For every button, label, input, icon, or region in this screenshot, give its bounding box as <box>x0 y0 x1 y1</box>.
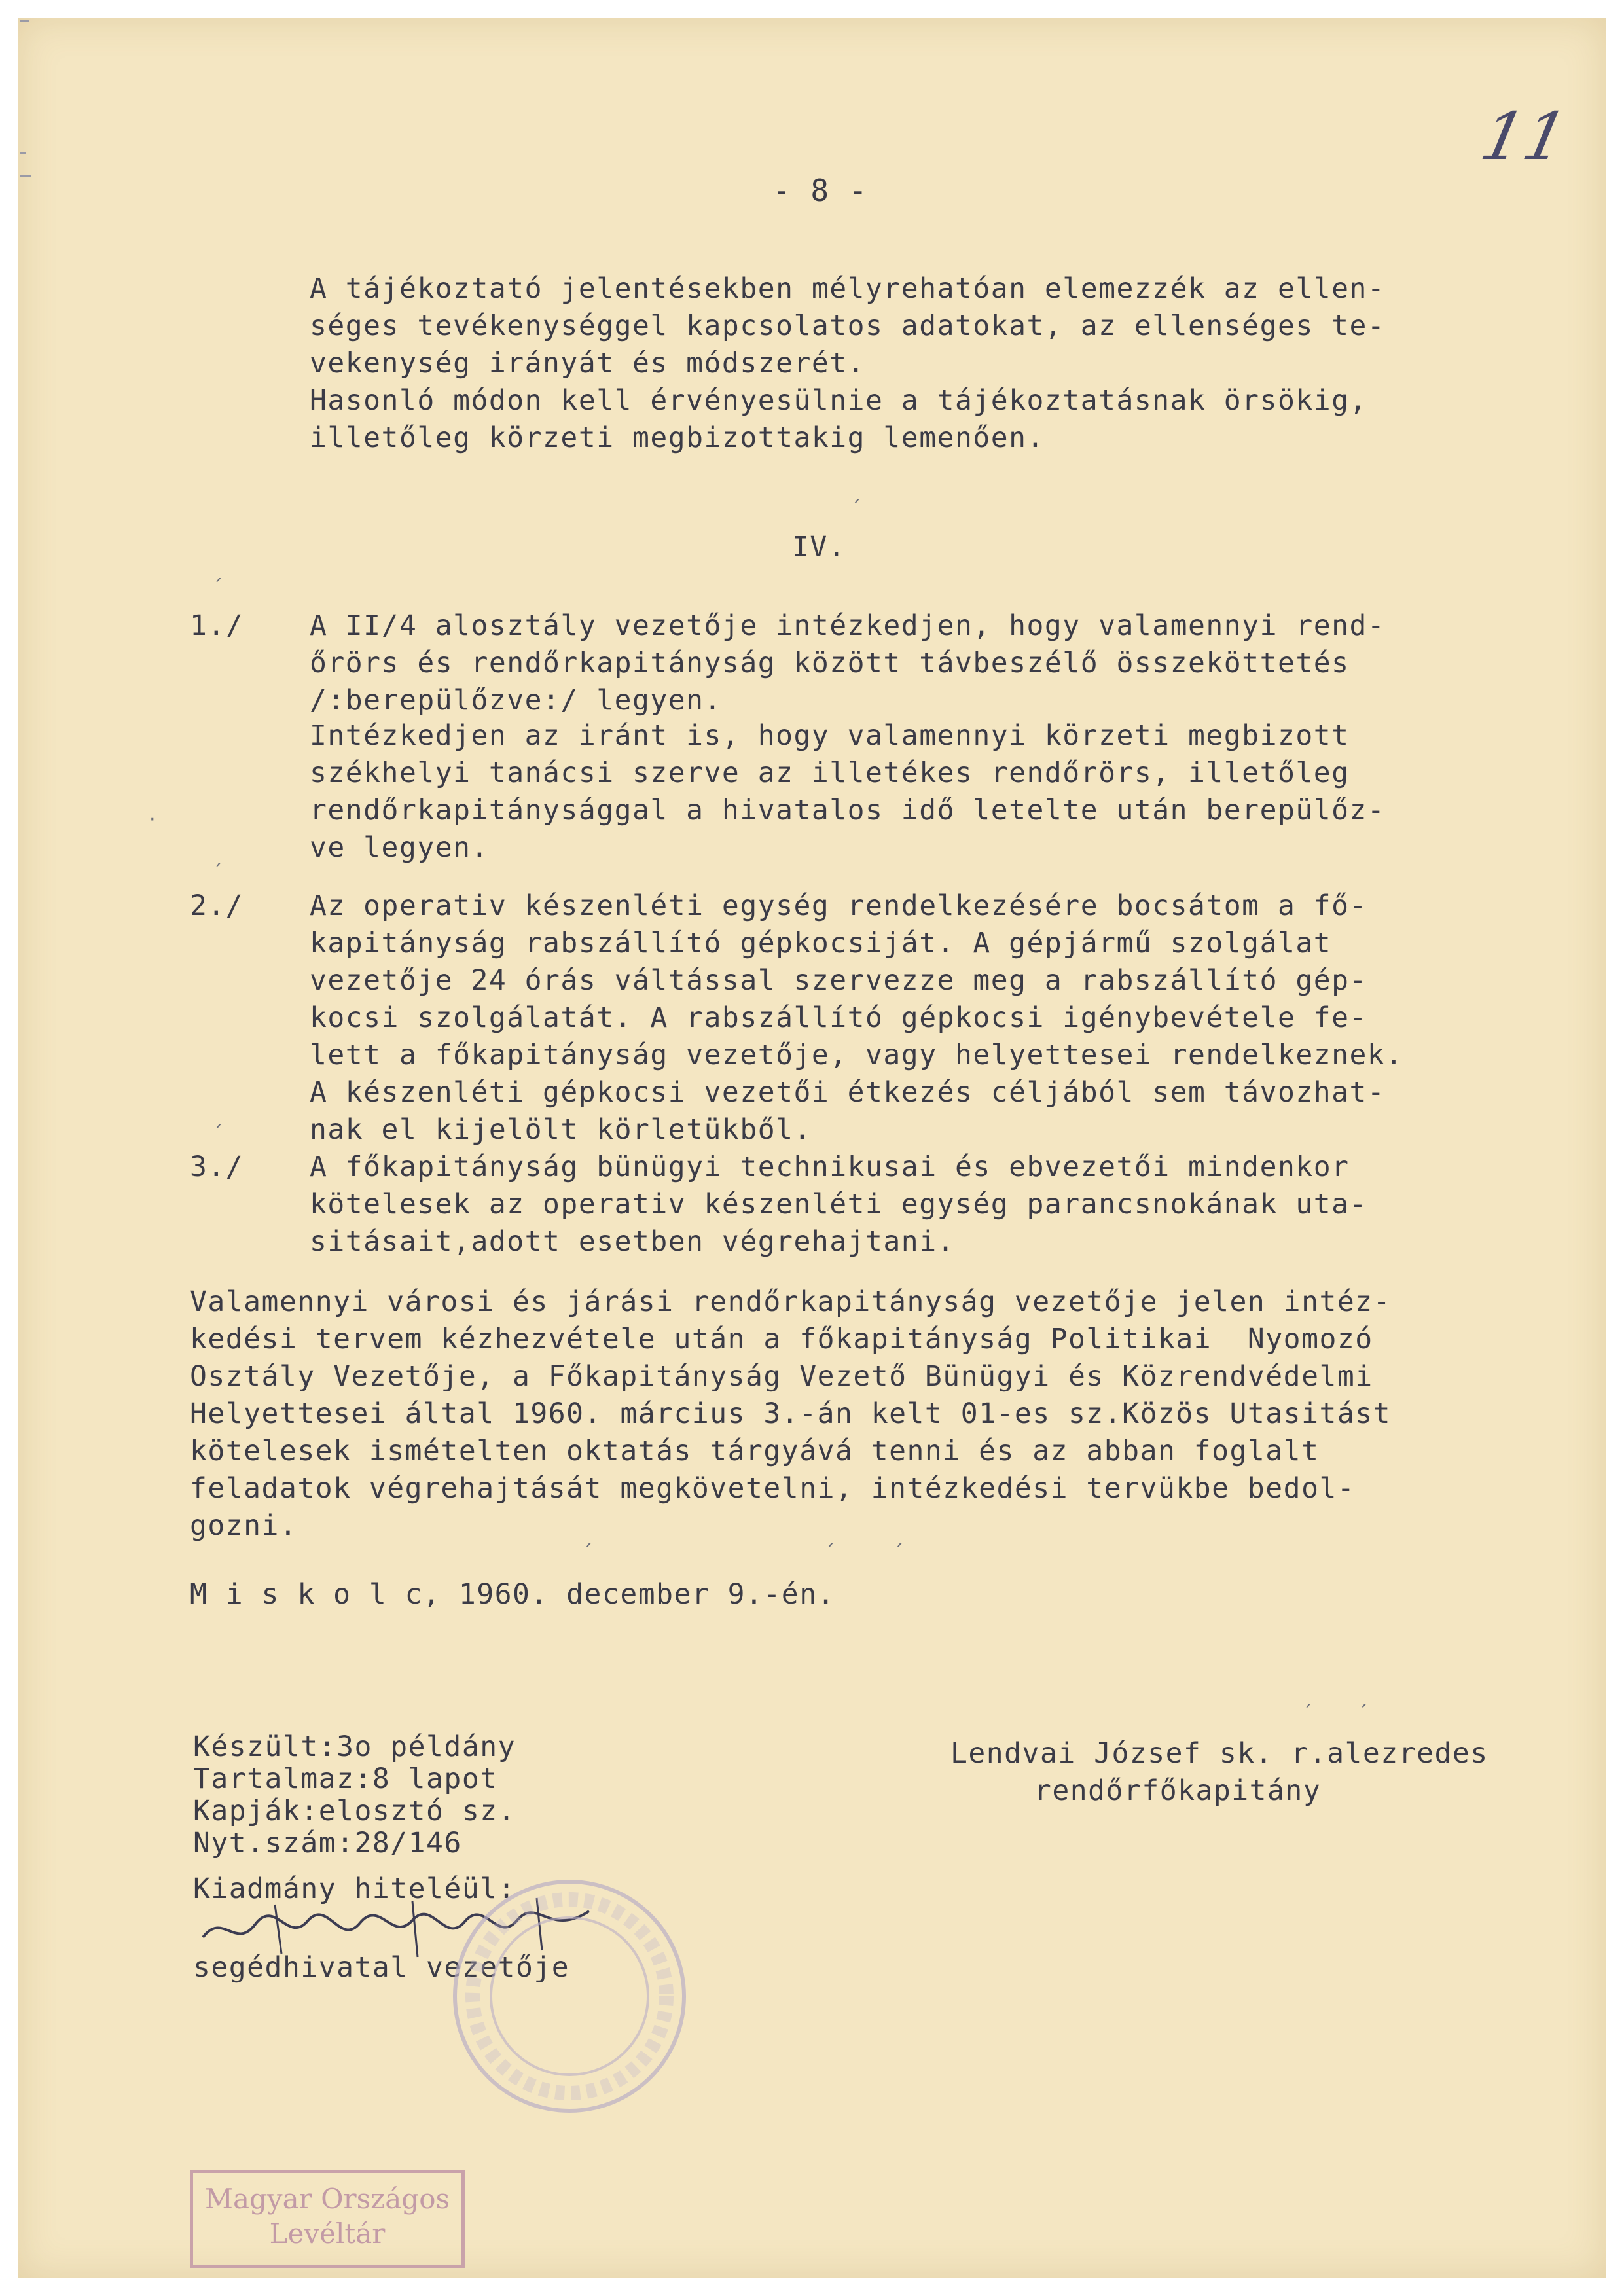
office-line: segédhivatal vezetője <box>193 1951 570 1984</box>
place-date: M i s k o l c, 1960. december 9.-én. <box>190 1578 835 1611</box>
closing-line: kedési tervem kézhezvétele után a főkapitányság Politikai Nyomozó <box>190 1323 1373 1355</box>
item-3-paragraph <box>310 1153 1367 1256</box>
folio-number: 11 <box>1474 98 1574 175</box>
page-number: - 8 - <box>772 173 868 208</box>
closing-line: kötelesek ismételten oktatás tárgyává tenni és az abban foglalt <box>190 1435 1320 1467</box>
item-line: nak el kijelölt körletükből. <box>310 1113 812 1146</box>
item-line: kocsi szolgálatát. A rabszállító gépkocsi igénybevétele fe- <box>310 1001 1367 1034</box>
pen-tick: ´ <box>893 1541 903 1564</box>
pages-line: Tartalmaz:8 lapot <box>193 1763 498 1795</box>
closing-line: Helyettesei által 1960. március 3.-án kelt 01-es sz.Közös Utasitást <box>190 1397 1392 1430</box>
item-line: /:berepülőzve:/ legyen. <box>310 684 722 717</box>
pen-tick: · <box>149 808 156 831</box>
archive-stamp-line: Levéltár <box>269 2217 386 2250</box>
item-line: őrörs és rendőrkapitányság között távbeszélő összeköttetés <box>310 647 1350 679</box>
distribution-block <box>193 1733 516 1857</box>
item-line: A II/4 alosztály vezetője intézkedjen, hogy valamennyi rend- <box>310 609 1386 642</box>
item-1-paragraph-1 <box>310 609 1386 717</box>
intro-line: illetőleg körzeti megbizottakig lemenően. <box>310 422 1045 454</box>
intro-line: Hasonló módon kell érvényesülnie a tájékoztatásnak örsökig, <box>310 384 1367 417</box>
section-heading: IV. <box>792 531 846 564</box>
item-line: A főkapitányság bünügyi technikusai és ebvezetői mindenkor <box>310 1151 1350 1183</box>
closing-line: Valamennyi városi és járási rendőrkapitányság vezetője jelen intéz- <box>190 1285 1392 1318</box>
pen-tick: ´ <box>213 576 223 599</box>
pen-tick: ´ <box>1358 1702 1368 1725</box>
item-2-paragraph <box>310 889 1403 1146</box>
certified-label: Kiadmány hiteléül: <box>193 1873 516 1905</box>
item-line: kapitányság rabszállító gépkocsiját. A gépjármű szolgálat <box>310 927 1332 960</box>
archive-stamp <box>190 2170 465 2268</box>
closing-line: Osztály Vezetője, a Főkapitányság Vezető Bünügyi és Közrendvédelmi <box>190 1360 1373 1393</box>
closing-line: gozni. <box>190 1509 298 1542</box>
intro-line: séges tevékenységgel kapcsolatos adatokat, az ellenséges te- <box>310 310 1386 342</box>
margin-mark <box>20 175 31 177</box>
intro-paragraph <box>310 272 1386 454</box>
copies-line: Készült:3o példány <box>193 1731 516 1763</box>
item-line: lett a főkapitányság vezetője, vagy helyettesei rendelkeznek. <box>310 1039 1403 1071</box>
recipients-line: Kapják:elosztó sz. <box>193 1795 516 1827</box>
item-line: Intézkedjen az iránt is, hogy valamennyi körzeti megbizott <box>310 719 1350 752</box>
closing-paragraph <box>190 1285 1392 1542</box>
signatory-title: rendőrfőkapitány <box>1034 1774 1322 1807</box>
pen-tick: ´ <box>213 861 223 884</box>
item-1-paragraph-2 <box>310 719 1386 864</box>
item-line: Az operativ készenléti egység rendelkezésére bocsátom a fő- <box>310 889 1367 922</box>
pen-tick: ´ <box>583 1541 592 1564</box>
pen-tick: ´ <box>825 1541 835 1564</box>
item-line: rendőrkapitánysággal a hivatalos idő letelte után berepülőz- <box>310 794 1386 827</box>
pen-tick: ´ <box>851 497 861 520</box>
item-line: vezetője 24 órás váltással szervezze meg a rabszállító gép- <box>310 964 1367 997</box>
pen-tick: ´ <box>213 1122 223 1145</box>
item-number: 2./ <box>190 889 244 922</box>
margin-mark <box>20 20 29 22</box>
item-line: A készenléti gépkocsi vezetői étkezés céljából sem távozhat- <box>310 1076 1386 1109</box>
item-line: sitásait,adott esetben végrehajtani. <box>310 1225 955 1258</box>
round-stamp <box>445 1872 694 2121</box>
margin-mark <box>20 152 26 154</box>
intro-line: vekenység irányát és módszerét. <box>310 347 866 380</box>
intro-line: A tájékoztató jelentésekben mélyrehatóan elemezzék az ellen- <box>310 272 1386 305</box>
registry-line: Nyt.szám:28/146 <box>193 1827 462 1859</box>
archive-stamp-line: Magyar Országos <box>204 2183 450 2215</box>
closing-line: feladatok végrehajtását megkövetelni, intézkedési tervükbe bedol- <box>190 1472 1356 1505</box>
item-number: 1./ <box>190 609 244 642</box>
item-number: 3./ <box>190 1151 244 1183</box>
signatory-name-rank: Lendvai József sk. r.alezredes <box>950 1737 1489 1770</box>
item-line: ve legyen. <box>310 831 489 864</box>
item-line: kötelesek az operativ készenléti egység parancsnokának uta- <box>310 1188 1367 1221</box>
pen-tick: ´ <box>1303 1702 1312 1725</box>
item-line: székhelyi tanácsi szerve az illetékes rendőrörs, illetőleg <box>310 757 1350 789</box>
